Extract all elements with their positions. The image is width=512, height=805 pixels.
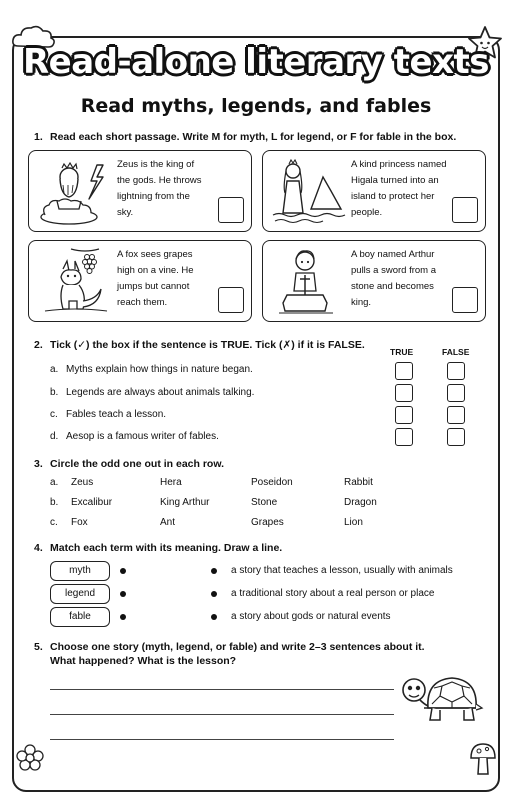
passage-card-fox: A fox sees grapes high on a vine. He jumps but cannot reach them.: [28, 240, 252, 322]
statement-a: a. Myths explain how things in nature began.: [50, 364, 253, 375]
true-checkbox-a[interactable]: [395, 362, 413, 380]
answer-box-4[interactable]: [452, 287, 478, 313]
question-4: 4. Match each term with its meaning. Draw a line.: [34, 542, 283, 554]
zeus-lightning-icon: [35, 157, 115, 225]
passage-card-higala: A kind princess named Higala turned into an island to protect her people.: [262, 150, 486, 232]
false-checkbox-a[interactable]: [447, 362, 465, 380]
statement-c: c. Fables teach a lesson.: [50, 409, 167, 420]
writing-line[interactable]: [50, 689, 394, 690]
word-option[interactable]: Lion: [344, 517, 363, 528]
word-option[interactable]: Fox: [71, 517, 88, 528]
statement-b: b. Legends are always about animals talking.: [50, 387, 255, 398]
meaning-2: a traditional story about a real person or place: [231, 588, 435, 599]
true-checkbox-c[interactable]: [395, 406, 413, 424]
question-3: 3. Circle the odd one out in each row.: [34, 458, 225, 470]
true-checkbox-d[interactable]: [395, 428, 413, 446]
meaning-dot[interactable]: [211, 568, 217, 574]
word-option[interactable]: Excalibur: [71, 497, 113, 508]
question-5-line-2: What happened? What is the lesson?: [50, 655, 237, 667]
true-column-header: TRUE: [390, 347, 414, 357]
meaning-1: a story that teaches a lesson, usually with animals: [231, 565, 453, 576]
term-myth[interactable]: myth: [50, 561, 110, 581]
fox-grapes-icon: [35, 245, 115, 317]
word-option[interactable]: Poseidon: [251, 477, 293, 488]
answer-box-1[interactable]: [218, 197, 244, 223]
meaning-dot[interactable]: [211, 591, 217, 597]
term-fable[interactable]: fable: [50, 607, 110, 627]
true-checkbox-b[interactable]: [395, 384, 413, 402]
term-dot[interactable]: [120, 591, 126, 597]
word-option[interactable]: Hera: [160, 477, 182, 488]
question-1: 1. Read each short passage. Write M for myth, L for legend, or F for fable in the box.: [34, 131, 457, 143]
writing-line[interactable]: [50, 739, 394, 740]
question-2: 2. Tick (✓) the box if the sentence is TRUE. Tick (✗) if it is FALSE.: [34, 339, 365, 351]
boy-sword-stone-icon: [269, 245, 349, 317]
statement-d: d. Aesop is a famous writer of fables.: [50, 431, 219, 442]
question-5: 5. Choose one story (myth, legend, or fable) and write 2–3 sentences about it.: [34, 641, 425, 653]
term-dot[interactable]: [120, 568, 126, 574]
word-option[interactable]: King Arthur: [160, 497, 210, 508]
writing-line[interactable]: [50, 714, 394, 715]
word-option[interactable]: Rabbit: [344, 477, 373, 488]
word-option[interactable]: Zeus: [71, 477, 94, 488]
turtle-icon: [398, 664, 484, 728]
word-option[interactable]: Stone: [251, 497, 278, 508]
term-legend[interactable]: legend: [50, 584, 110, 604]
word-option[interactable]: Ant: [160, 517, 176, 528]
term-dot[interactable]: [120, 614, 126, 620]
worksheet-title: Read-alone literary texts: [22, 42, 490, 82]
answer-box-2[interactable]: [452, 197, 478, 223]
flower-icon: [14, 742, 46, 774]
princess-island-icon: [269, 157, 349, 225]
false-column-header: FALSE: [442, 347, 470, 357]
false-checkbox-c[interactable]: [447, 406, 465, 424]
word-option[interactable]: Dragon: [344, 497, 377, 508]
false-checkbox-d[interactable]: [447, 428, 465, 446]
meaning-3: a story about gods or natural events: [231, 611, 391, 622]
false-checkbox-b[interactable]: [447, 384, 465, 402]
passage-card-arthur: A boy named Arthur pulls a sword from a stone and becomes king.: [262, 240, 486, 322]
mushroom-icon: [468, 740, 498, 780]
answer-box-3[interactable]: [218, 287, 244, 313]
word-option[interactable]: Grapes: [251, 517, 284, 528]
worksheet-subtitle: Read myths, legends, and fables: [80, 95, 432, 117]
meaning-dot[interactable]: [211, 614, 217, 620]
passage-card-zeus: Zeus is the king of the gods. He throws lightning from the sky.: [28, 150, 252, 232]
